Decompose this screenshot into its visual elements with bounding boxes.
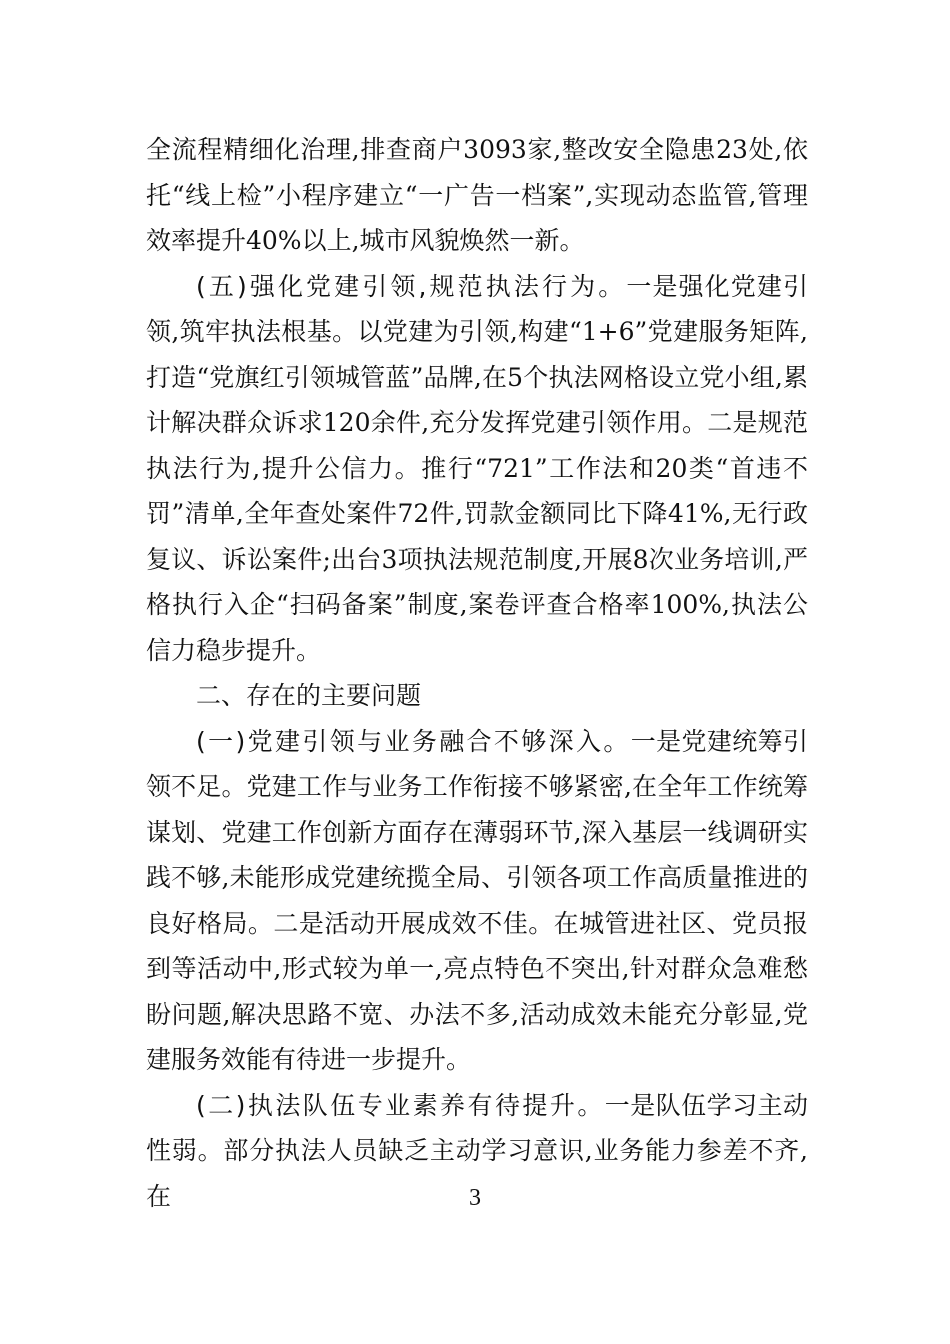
paragraph-3-lead: (一)党建引领与业务融合不够深入。 [196, 726, 631, 756]
page-number: 3 [469, 1185, 481, 1211]
paragraph-2-body: 一是强化党建引领,筑牢执法根基。以党建为引领,构建“1+6”党建服务矩阵,打造“党旗红引领城管蓝”品牌,在5个执法网格设立党小组,累计解决群众诉求120余件,充分发挥党建引领作用。二是规范执法行为,提升公信力。推行“721”工作法和20类“首违不罚”清单,全年查处案件72件,罚款金额同比下降41%,无行政复议、诉讼案件;出台3项执法规范制度,开展8次业务培训,严格执行入企“扫码备案”制度,案卷评查合格率100%,执法公信力稳步提升。 [146, 271, 808, 665]
paragraph-4-body: 一是队伍学习主动性弱。部分执法人员缺乏主动学习意识,业务能力参差不齐,在 [146, 1090, 808, 1211]
paragraph-2-lead: (五)强化党建引领,规范执法行为。 [196, 271, 627, 301]
section-heading: 二、存在的主要问题 [196, 681, 422, 710]
paragraph-3-body: 一是党建统筹引领不足。党建工作与业务工作衔接不够紧密,在全年工作统筹谋划、党建工作创新方面存在薄弱环节,深入基层一线调研实践不够,未能形成党建统揽全局、引领各项工作高质量推进的良好格局。二是活动开展成效不佳。在城管进社区、党员报到等活动中,形式较为单一,亮点特色不突出,针对群众急难愁盼问题,解决思路不宽、办法不多,活动成效未能充分彰显,党建服务效能有待进一步提升。 [146, 726, 808, 1074]
body-text [146, 127, 808, 1219]
paragraph-3 [146, 719, 808, 1083]
paragraph-1 [146, 127, 808, 264]
paragraph-1-body: 全流程精细化治理,排查商户3093家,整改安全隐患23处,依托“线上检”小程序建立“一广告一档案”,实现动态监管,管理效率提升40%以上,城市风貌焕然一新。 [146, 135, 808, 255]
paragraph-2 [146, 264, 808, 674]
paragraph-4-lead: (二)执法队伍专业素养有待提升。 [196, 1090, 605, 1120]
